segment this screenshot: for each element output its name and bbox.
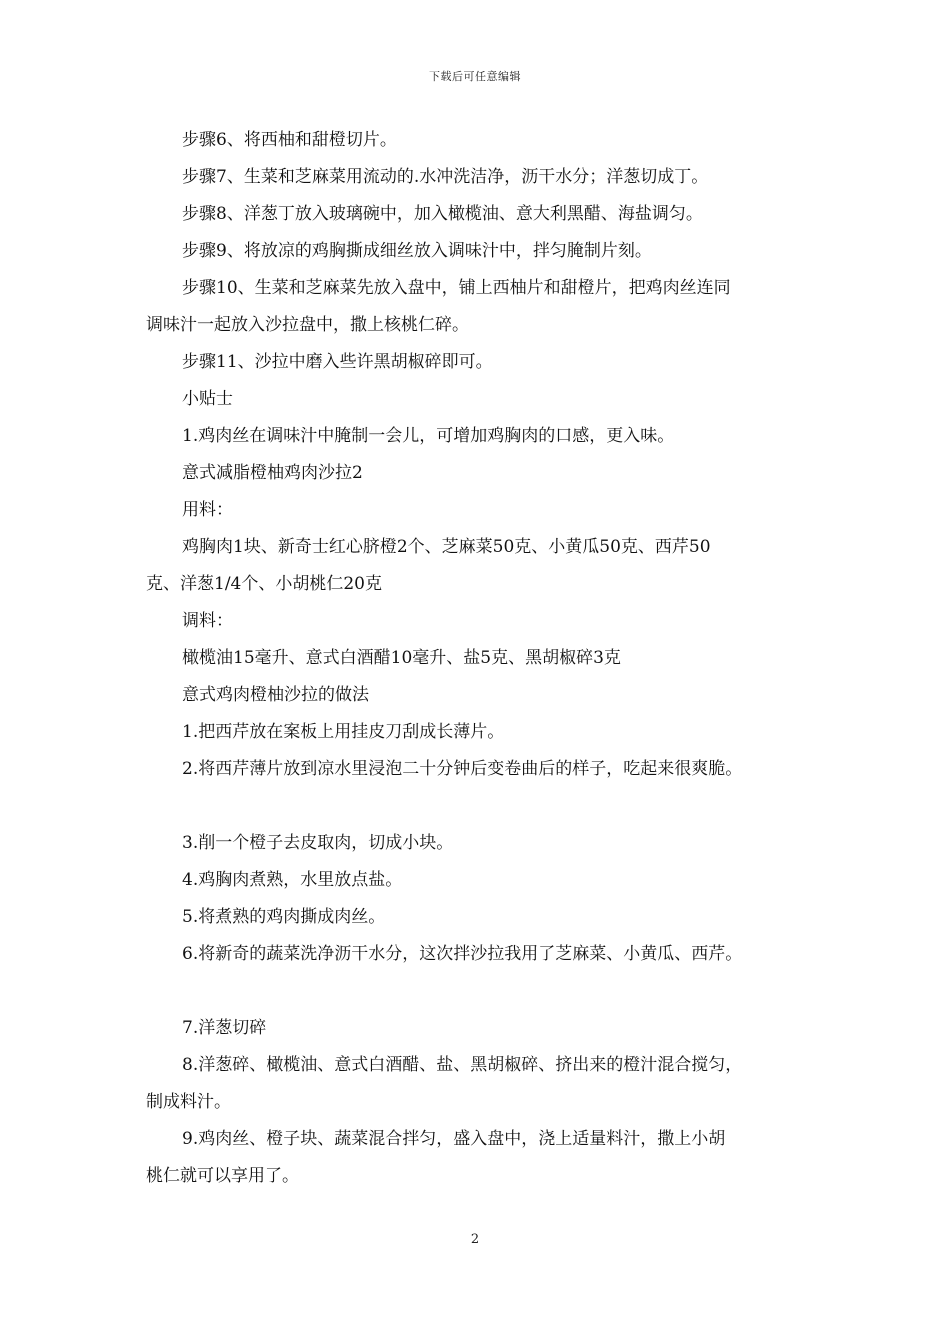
method-step-9-line-2: 桃仁就可以享用了。 bbox=[146, 1166, 299, 1186]
step-10-line-2: 调味汁一起放入沙拉盘中，撒上核桃仁碎。 bbox=[146, 315, 469, 335]
page-number: 2 bbox=[470, 1232, 480, 1247]
page-header: 下载后可任意编辑 bbox=[429, 70, 521, 83]
ingredients-heading: 用料： bbox=[182, 500, 233, 520]
method-step-2: 2.将西芹薄片放到凉水里浸泡二十分钟后变卷曲后的样子，吃起来很爽脆。 bbox=[182, 759, 743, 779]
document-body bbox=[146, 122, 818, 1195]
method-step-8-line-2: 制成料汁。 bbox=[146, 1092, 231, 1112]
method-step-5: 5.将煮熟的鸡肉撕成肉丝。 bbox=[182, 907, 386, 927]
step-9: 步骤9、将放凉的鸡胸撕成细丝放入调味汁中，拌匀腌制片刻。 bbox=[182, 241, 652, 261]
step-8: 步骤8、洋葱丁放入玻璃碗中，加入橄榄油、意大利黑醋、海盐调匀。 bbox=[182, 204, 703, 224]
tip-1: 1.鸡肉丝在调味汁中腌制一会儿，可增加鸡胸肉的口感，更入味。 bbox=[182, 426, 675, 446]
ingredients-line-1: 鸡胸肉1块、新奇士红心脐橙2个、芝麻菜50克、小黄瓜50克、西芹50 bbox=[182, 537, 711, 557]
ingredients-line-2: 克、洋葱1/4个、小胡桃仁20克 bbox=[146, 574, 382, 594]
seasoning-heading: 调料： bbox=[182, 611, 233, 631]
method-step-4: 4.鸡胸肉煮熟，水里放点盐。 bbox=[182, 870, 403, 890]
method-step-8-line-1: 8.洋葱碎、橄榄油、意式白酒醋、盐、黑胡椒碎、挤出来的橙汁混合搅匀， bbox=[182, 1055, 743, 1075]
step-6: 步骤6、将西柚和甜橙切片。 bbox=[182, 130, 397, 150]
method-step-9-line-1: 9.鸡肉丝、橙子块、蔬菜混合拌匀，盛入盘中，浇上适量料汁，撒上小胡 bbox=[182, 1129, 726, 1149]
step-10-line-1: 步骤10、生菜和芝麻菜先放入盘中，铺上西柚片和甜橙片，把鸡肉丝连同 bbox=[182, 278, 731, 298]
step-7: 步骤7、生菜和芝麻菜用流动的.水冲洗洁净，沥干水分；洋葱切成丁。 bbox=[182, 167, 709, 187]
paragraph-gap bbox=[146, 973, 818, 1010]
step-11: 步骤11、沙拉中磨入些许黑胡椒碎即可。 bbox=[182, 352, 493, 372]
method-step-3: 3.削一个橙子去皮取肉，切成小块。 bbox=[182, 833, 454, 853]
method-step-7: 7.洋葱切碎 bbox=[182, 1018, 267, 1038]
seasoning-list: 橄榄油15毫升、意式白酒醋10毫升、盐5克、黑胡椒碎3克 bbox=[182, 648, 621, 668]
paragraph-gap bbox=[146, 788, 818, 825]
method-heading: 意式鸡肉橙柚沙拉的做法 bbox=[182, 685, 369, 705]
recipe-2-title: 意式减脂橙柚鸡肉沙拉2 bbox=[182, 463, 363, 483]
method-step-6: 6.将新奇的蔬菜洗净沥干水分，这次拌沙拉我用了芝麻菜、小黄瓜、西芹。 bbox=[182, 944, 743, 964]
method-step-1: 1.把西芹放在案板上用挂皮刀刮成长薄片。 bbox=[182, 722, 505, 742]
tips-heading: 小贴士 bbox=[182, 389, 233, 409]
